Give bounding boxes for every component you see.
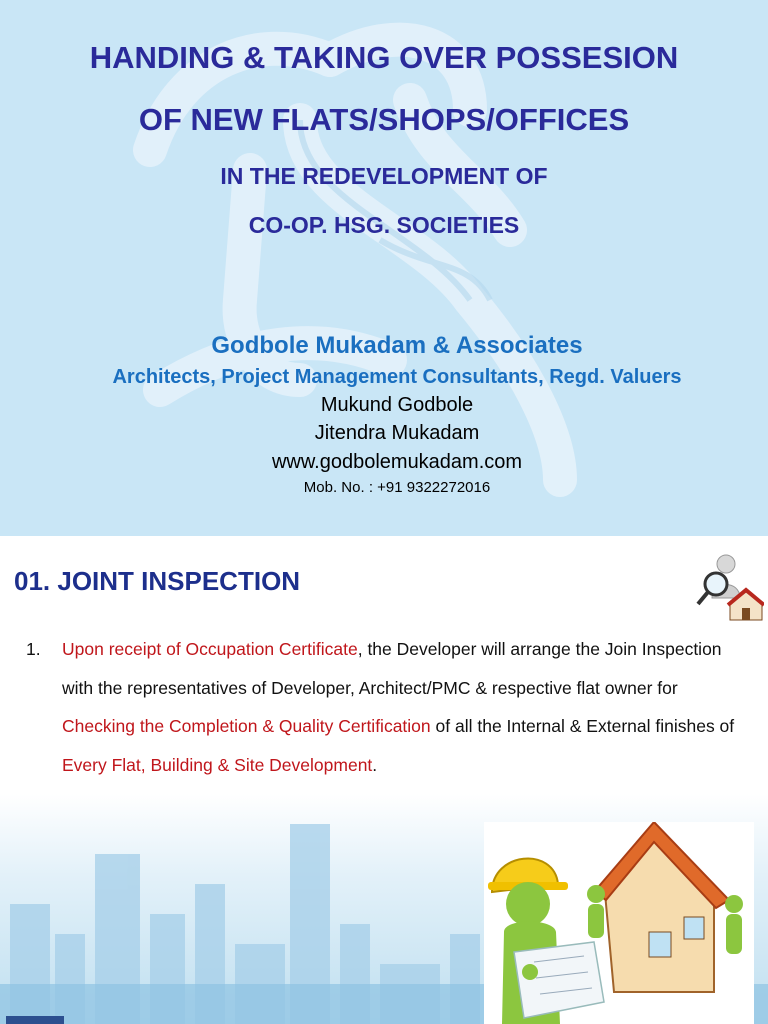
inspection-magnifier-icon — [690, 548, 764, 626]
presentation-title-line1: HANDING & TAKING OVER POSSESION — [89, 40, 679, 75]
text-segment: , the Developer will arrange the Join Inspection with the representatives of Developer, Architect/PMC & respective flat owner for — [62, 639, 722, 698]
text-segment: . — [372, 754, 378, 775]
highlight-occupation-certificate: Upon receipt of Occupation Certificate — [62, 639, 358, 659]
footer-decoration — [6, 1016, 64, 1024]
construction-worker-blueprint-icon — [484, 822, 754, 1024]
firm-roles: Architects, Project Management Consultants, Regd. Valuers — [112, 366, 682, 388]
highlight-flat-building-site: Every Flat, Building & Site Development — [62, 754, 373, 775]
text-segment: of all the Internal & External finishes of — [430, 716, 735, 736]
person-name-1: Mukund Godbole — [320, 394, 474, 416]
presentation-subtitle-line1: IN THE REDEVELOPMENT OF — [220, 163, 548, 189]
highlight-completion-quality: Checking the Completion & Quality Certification — [62, 716, 431, 736]
person-name-2: Jitendra Mukadam — [314, 422, 480, 444]
joint-inspection-slide — [0, 544, 768, 1024]
website-link[interactable]: www.godbolemukadam.com — [271, 451, 523, 473]
section-heading: 01. JOINT INSPECTION — [14, 566, 301, 596]
firm-name: Godbole Mukadam & Associates — [211, 332, 583, 359]
list-item-number: 1. — [26, 639, 41, 659]
list-item-text — [62, 630, 752, 784]
mobile-number: Mob. No. : +91 9322272016 — [303, 479, 491, 496]
presentation-subtitle-line2: CO-OP. HSG. SOCIETIES — [248, 212, 520, 238]
presentation-title-line2: OF NEW FLATS/SHOPS/OFFICES — [138, 102, 630, 137]
